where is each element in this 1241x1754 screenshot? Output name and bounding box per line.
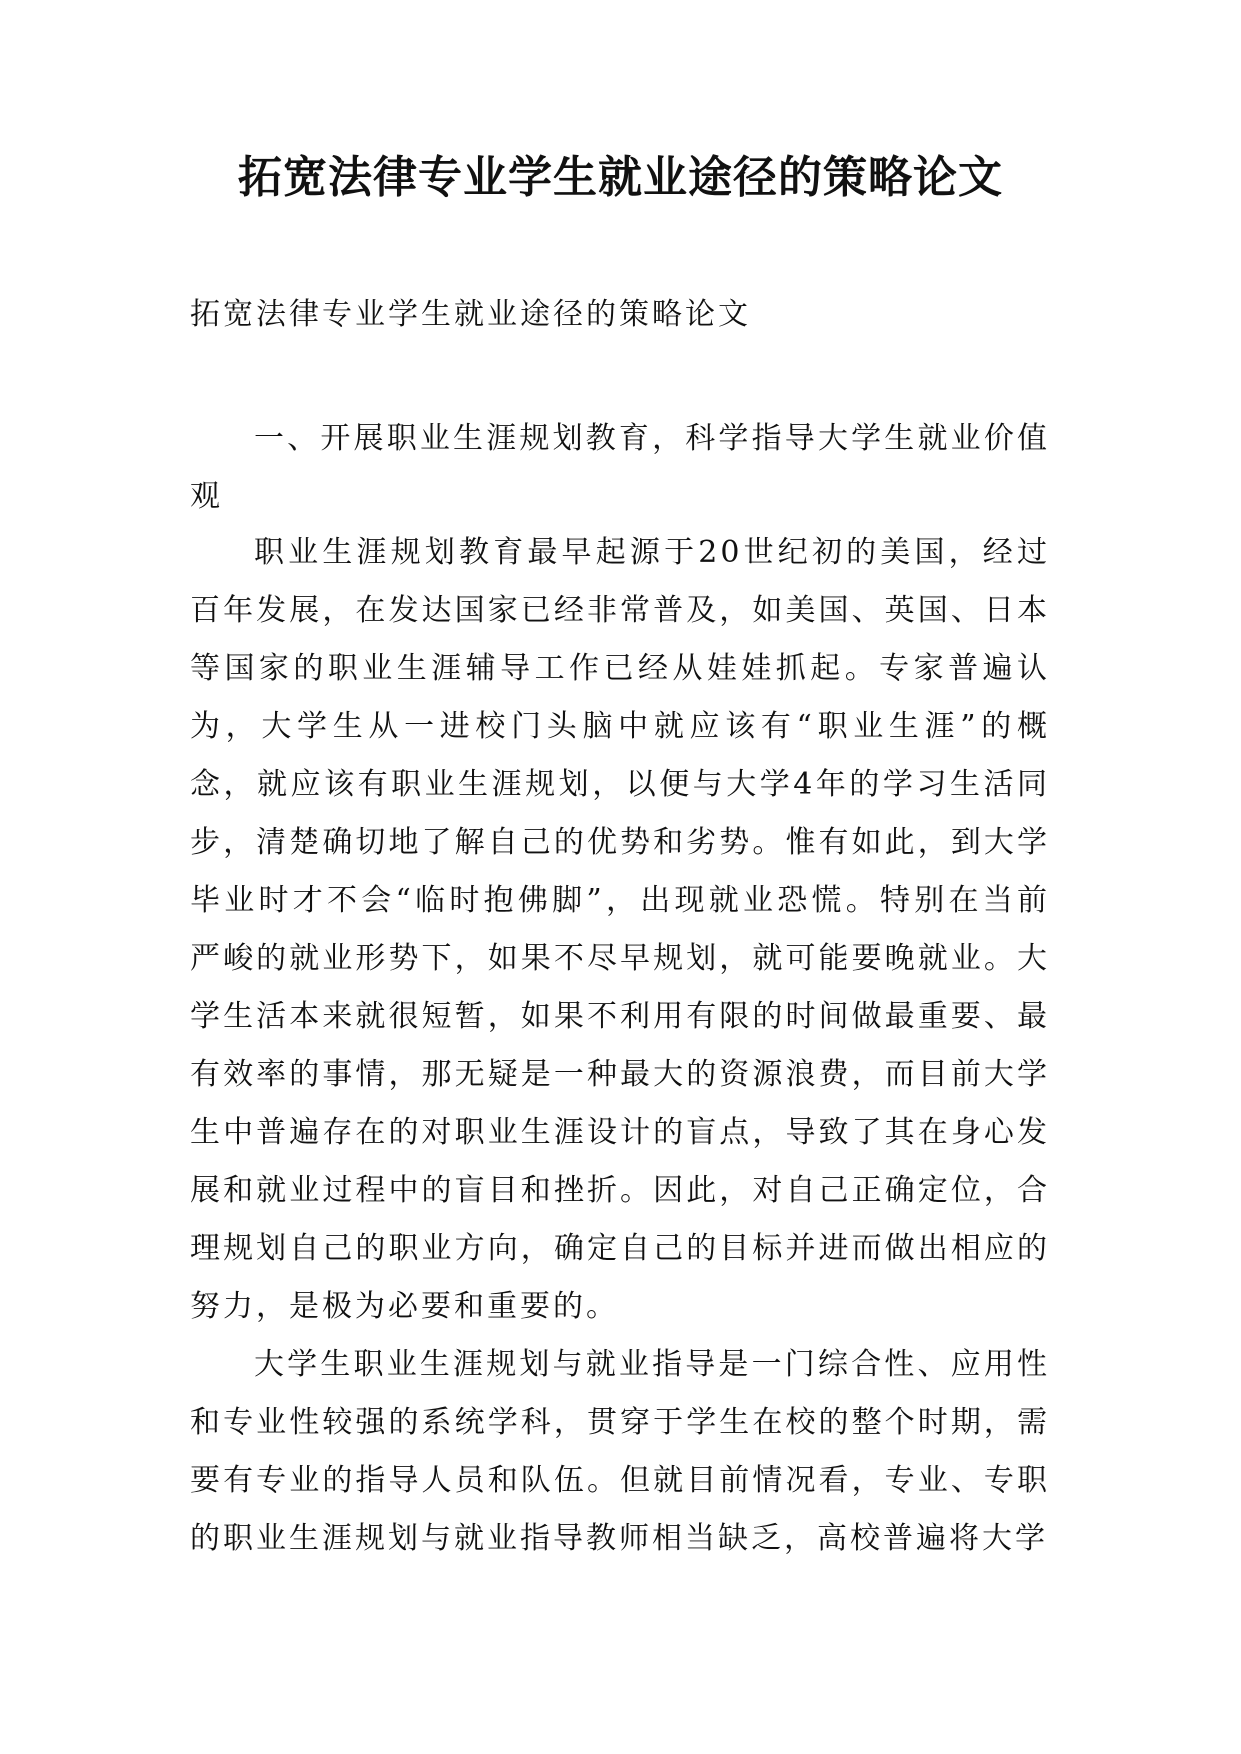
section-heading: 一、开展职业生涯规划教育，科学指导大学生就业价值观 xyxy=(190,421,1050,514)
document-subtitle: 拓宽法律专业学生就业途径的策略论文 xyxy=(190,297,751,332)
body-paragraph: 职业生涯规划教育最早起源于20世纪初的美国，经过百年发展，在发达国家已经非常普及，如美国、英国、日本等国家的职业生涯辅导工作已经从娃娃抓起。专家普遍认为，大学生从一进校门头脑中就应该有“职业生涯”的概念，就应该有职业生涯规划，以便与大学4年的学习生活同步，清楚确切地了解自己的优势和劣势。惟有如此，到大学毕业时才不会“临时抱佛脚”，出现就业恐慌。特别在当前严峻的就业形势下，如果不尽早规划，就可能要晚就业。大学生活本来就很短暂，如果不利用有限的时间做最重要、最有效率的事情，那无疑是一种最大的资源浪费，而目前大学生中普遍存在的对职业生涯设计的盲点，导致了其在身心发展和就业过程中的盲目和挫折。因此，对自己正确定位，合理规划自己的职业方向，确定自己的目标并进而做出相应的努力，是极为必要和重要的。 xyxy=(190,535,1050,1324)
document-title: 拓宽法律专业学生就业途径的策略论文 xyxy=(238,152,1003,203)
body-paragraph: 大学生职业生涯规划与就业指导是一门综合性、应用性和专业性较强的系统学科，贯穿于学生在校的整个时期，需要有专业的指导人员和队伍。但就目前情况看，专业、专职的职业生涯规划与就业指导教师相当缺乏，高校普遍将大学 xyxy=(190,1347,1050,1556)
